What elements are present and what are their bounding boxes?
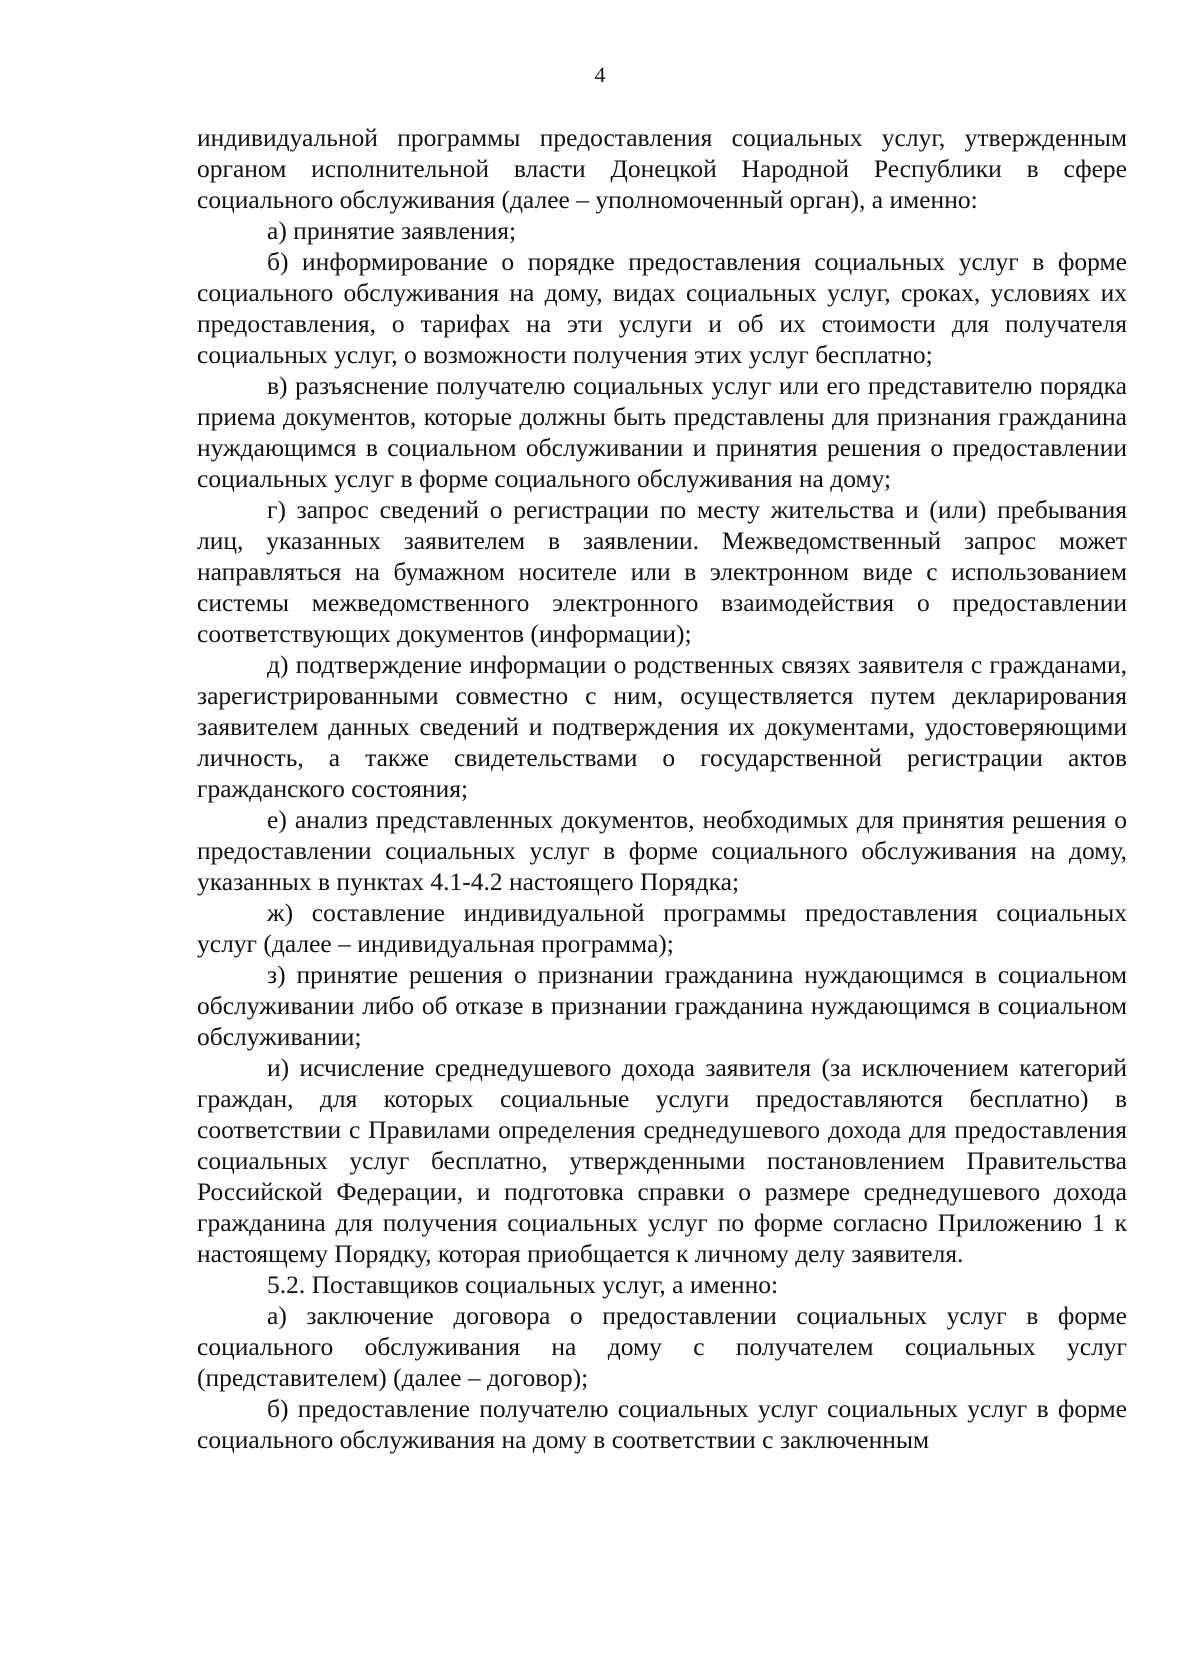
paragraph: а) принятие заявления; bbox=[267, 216, 517, 245]
paragraph: з) принятие решения о признании гражданина нуждающимся в социальном обслуживании либо об отказе в признании гражданина нуждающимся в социальном обслуживании; bbox=[197, 960, 1127, 1051]
page-number: 4 bbox=[594, 62, 606, 87]
paragraph: г) запрос сведений о регистрации по месту жительства и (или) пребывания лиц, указанных заявителем в заявлении. Межведомственный запрос может направляться на бумажном носителе или в электронном виде с использованием системы межведомственного электронного взаимодействия о предоставлении соответствующих документов (информации); bbox=[197, 495, 1127, 648]
paragraph: 5.2. Поставщиков социальных услуг, а именно: bbox=[267, 1270, 779, 1299]
paragraph: б) предоставление получателю социальных услуг социальных услуг в форме социального обслуживания на дому в соответствии с заключенным bbox=[197, 1394, 1127, 1454]
paragraph: индивидуальной программы предоставления социальных услуг, утвержденным органом исполнительной власти Донецкой Народной Республики в сфере социального обслуживания (далее – уполномоченный орган), а именно: bbox=[197, 123, 1127, 214]
paragraph: ж) составление индивидуальной программы предоставления социальных услуг (далее – индивидуальная программа); bbox=[197, 898, 1127, 958]
paragraph: д) подтверждение информации о родственных связях заявителя с гражданами, зарегистрированными совместно с ним, осуществляется путем декларирования заявителем данных сведений и подтверждения их документами, удостоверяющими личность, а также свидетельствами о государственной регистрации актов гражданского состояния; bbox=[197, 650, 1127, 803]
paragraph: и) исчисление среднедушевого дохода заявителя (за исключением категорий граждан, для которых социальные услуги предоставляются бесплатно) в соответствии с Правилами определения среднедушевого дохода для предоставления социальных услуг бесплатно, утвержденными постановлением Правительства Российской Федерации, и подготовка справки о размере среднедушевого дохода гражданина для получения социальных услуг по форме согласно Приложению 1 к настоящему Порядку, которая приобщается к личному делу заявителя. bbox=[197, 1053, 1127, 1268]
document-body bbox=[197, 122, 1127, 1455]
paragraph: е) анализ представленных документов, необходимых для принятия решения о предоставлении социальных услуг в форме социального обслуживания на дому, указанных в пунктах 4.1-4.2 настоящего Порядка; bbox=[197, 805, 1127, 896]
paragraph: в) разъяснение получателю социальных услуг или его представителю порядка приема документов, которые должны быть представлены для признания гражданина нуждающимся в социальном обслуживании и принятия решения о предоставлении социальных услуг в форме социального обслуживания на дому; bbox=[197, 371, 1127, 493]
paragraph: б) информирование о порядке предоставления социальных услуг в форме социального обслуживания на дому, видах социальных услуг, сроках, условиях их предоставления, о тарифах на эти услуги и об их стоимости для получателя социальных услуг, о возможности получения этих услуг бесплатно; bbox=[197, 247, 1127, 369]
paragraph: а) заключение договора о предоставлении социальных услуг в форме социального обслуживания на дому с получателем социальных услуг (представителем) (далее – договор); bbox=[197, 1301, 1127, 1392]
